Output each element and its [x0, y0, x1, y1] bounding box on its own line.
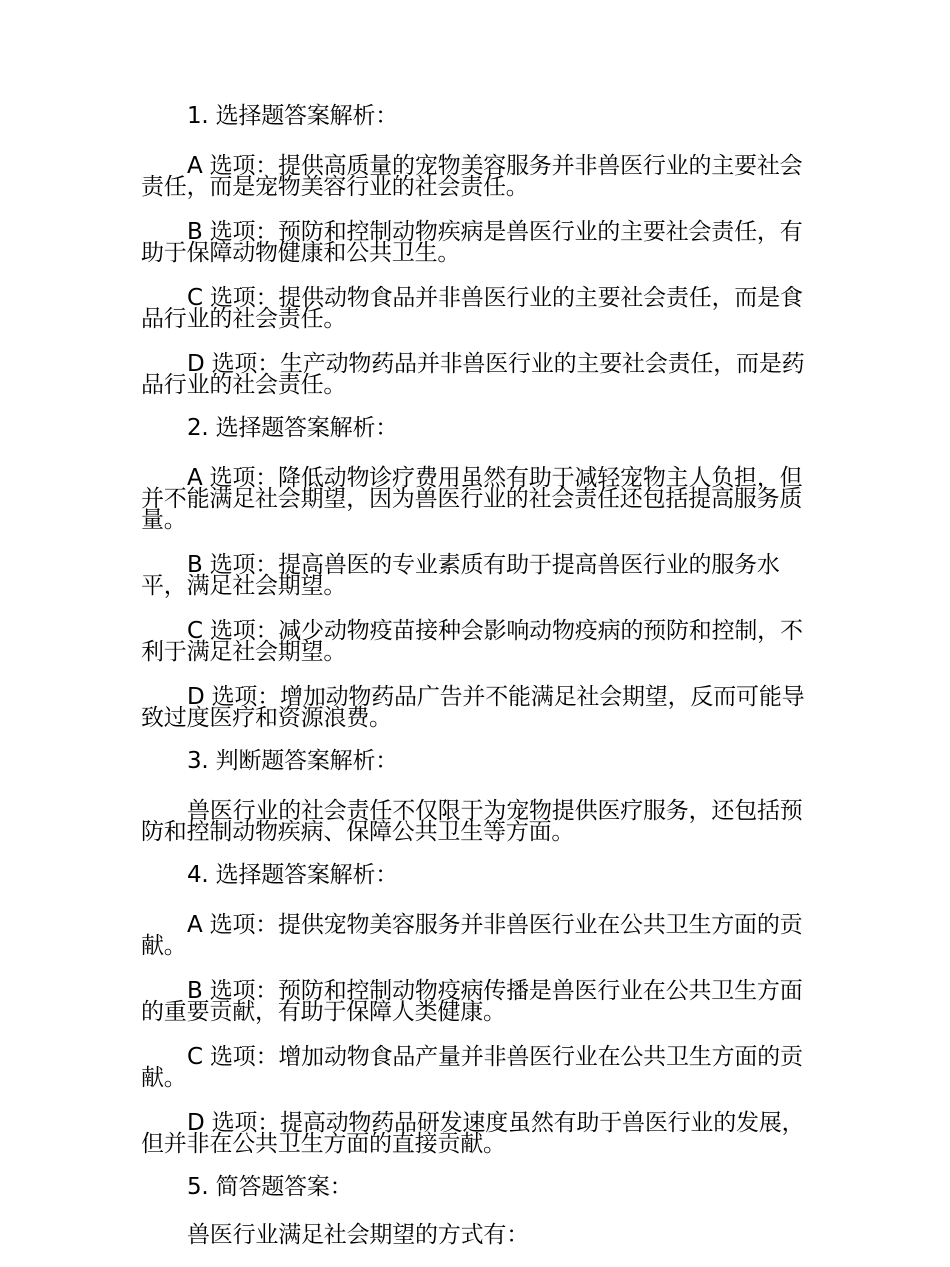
answer-paragraph-q1-d: D 选项：生产动物药品并非兽医行业的主要社会责任，而是药品行业的社会责任。: [141, 351, 805, 398]
answer-paragraph-q3: 兽医行业的社会责任不仅限于为宠物提供医疗服务，还包括预防和控制动物疾病、保障公共卫生等方面。: [141, 798, 803, 845]
answer-paragraph-q5-intro: 兽医行业满足社会期望的方式有：: [187, 1222, 530, 1248]
answer-paragraph-q1-a: A 选项：提供高质量的宠物美容服务并非兽医行业的主要社会责任，而是宠物美容行业的社会责任。: [141, 153, 803, 200]
answer-paragraph-q2-c: C 选项：减少动物疫苗接种会影响动物疫病的预防和控制，不利于满足社会期望。: [141, 618, 803, 665]
section-heading-q4: 4. 选择题答案解析：: [187, 862, 399, 888]
answer-paragraph-q4-b: B 选项：预防和控制动物疫病传播是兽医行业在公共卫生方面的重要贡献，有助于保障人类健康。: [141, 978, 803, 1025]
answer-paragraph-q1-b: B 选项：预防和控制动物疾病是兽医行业的主要社会责任，有助于保障动物健康和公共卫生。: [141, 219, 803, 266]
answer-paragraph-q4-a: A 选项：提供宠物美容服务并非兽医行业在公共卫生方面的贡献。: [141, 912, 803, 959]
answer-paragraph-q4-d: D 选项：提高动物药品研发速度虽然有助于兽医行业的发展，但并非在公共卫生方面的直接贡献。: [141, 1110, 805, 1157]
section-heading-q5: 5. 简答题答案：: [187, 1174, 353, 1200]
section-heading-q1: 1. 选择题答案解析：: [187, 103, 399, 129]
answer-paragraph-q4-c: C 选项：增加动物食品产量并非兽医行业在公共卫生方面的贡献。: [141, 1044, 803, 1091]
answer-paragraph-q1-c: C 选项：提供动物食品并非兽医行业的主要社会责任，而是食品行业的社会责任。: [141, 285, 803, 332]
document-body: [141, 100, 813, 1267]
answer-paragraph-q2-b: B 选项：提高兽医的专业素质有助于提高兽医行业的服务水平，满足社会期望。: [141, 552, 780, 599]
answer-paragraph-q2-d: D 选项：增加动物药品广告并不能满足社会期望，反而可能导致过度医疗和资源浪费。: [141, 684, 805, 731]
section-heading-q3: 3. 判断题答案解析：: [187, 748, 399, 774]
section-heading-q2: 2. 选择题答案解析：: [187, 415, 399, 441]
answer-paragraph-q2-a: A 选项：降低动物诊疗费用虽然有助于减轻宠物主人负担，但并不能满足社会期望，因为兽医行业的社会责任还包括提高服务质量。: [141, 465, 803, 533]
